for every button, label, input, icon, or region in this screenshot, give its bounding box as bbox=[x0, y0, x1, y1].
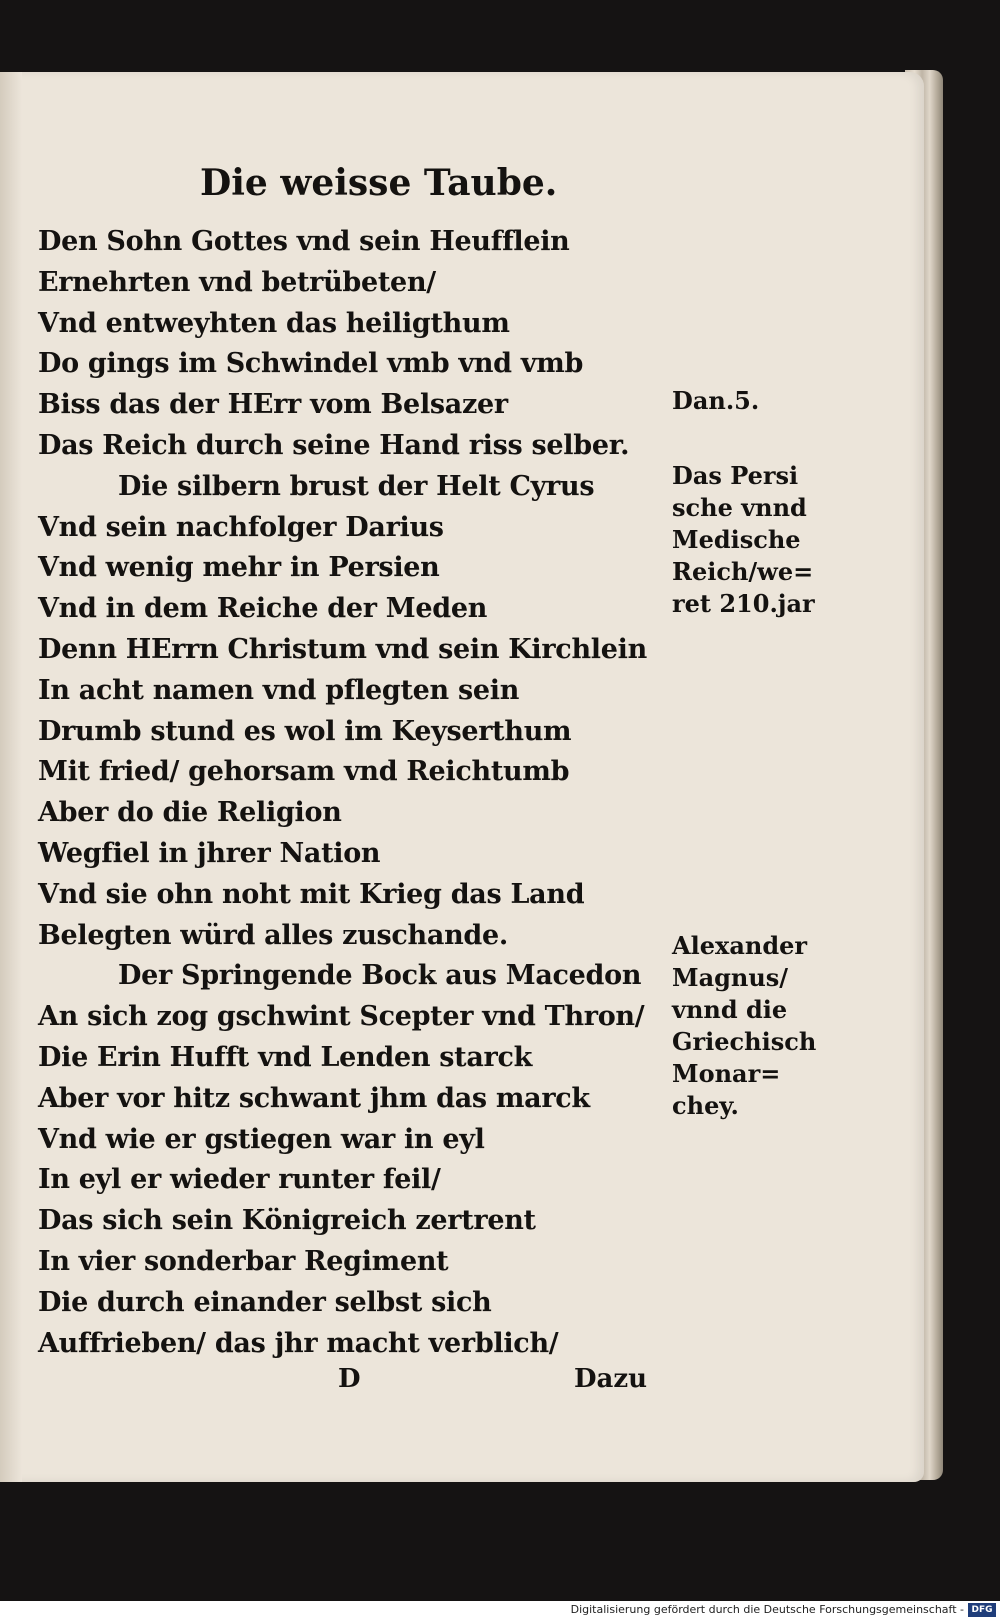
verse-line: Die durch einander selbst sich bbox=[38, 1286, 492, 1318]
verse-line: Wegfiel in jhrer Nation bbox=[38, 837, 381, 869]
verse-line: Auffrieben/ das jhr macht verblich/ bbox=[38, 1327, 559, 1359]
verse-line: Ernehrten vnd betrübeten/ bbox=[38, 266, 436, 298]
verse-line: Drumb stund es wol im Keyserthum bbox=[38, 715, 572, 747]
dfg-logo: DFG bbox=[968, 1603, 996, 1617]
verse-line: Die Erin Hufft vnd Lenden starck bbox=[38, 1041, 533, 1073]
verse-line: Mit fried/ gehorsam vnd Reichtumb bbox=[38, 756, 570, 788]
verse-line: Vnd in dem Reiche der Meden bbox=[38, 593, 488, 625]
verse-line: Vnd wenig mehr in Persien bbox=[38, 552, 440, 584]
verse-line: Aber do die Religion bbox=[38, 797, 342, 829]
verse-line: Die silbern brust der Helt Cyrus bbox=[118, 470, 595, 502]
margin-note-alexander: Alexander Magnus/ vnnd die Griechisch Monar= chey. bbox=[672, 931, 817, 1120]
verse-line: Vnd entweyhten das heiligthum bbox=[38, 307, 510, 339]
page-title: Die weisse Taube. bbox=[200, 162, 558, 204]
verse-line: Vnd sein nachfolger Darius bbox=[38, 511, 444, 543]
margin-note-daniel: Dan.5. bbox=[672, 386, 760, 415]
verse-line: Den Sohn Gottes vnd sein Heufflein bbox=[38, 226, 570, 257]
verse-line: In eyl er wieder runter feil/ bbox=[38, 1164, 441, 1196]
verse-block bbox=[38, 222, 658, 1364]
verse-line: Do gings im Schwindel vmb vnd vmb bbox=[38, 348, 584, 380]
verse-line: Das Reich durch seine Hand riss selber. bbox=[38, 429, 630, 461]
verse-line: Vnd sie ohn noht mit Krieg das Land bbox=[38, 878, 585, 910]
verse-line: Das sich sein Königreich zertrent bbox=[38, 1205, 536, 1237]
margin-note-persian-empire: Das Persi sche vnnd Medische Reich/we= ret 210.jar bbox=[672, 461, 815, 618]
catchword: Dazu bbox=[574, 1364, 648, 1394]
verse-line: Vnd wie er gstiegen war in eyl bbox=[38, 1123, 485, 1155]
verse-line: Belegten würd alles zuschande. bbox=[38, 919, 508, 951]
verse-line: In vier sonderbar Regiment bbox=[38, 1245, 449, 1277]
verse-line: Aber vor hitz schwant jhm das marck bbox=[38, 1082, 590, 1114]
verse-line: In acht namen vnd pflegten sein bbox=[38, 674, 520, 706]
page-gutter bbox=[0, 72, 22, 1482]
signature-mark: D bbox=[338, 1364, 361, 1394]
verse-line: An sich zog gschwint Scepter vnd Thron/ bbox=[38, 1001, 645, 1033]
verse-line: Denn HErrn Christum vnd sein Kirchlein bbox=[38, 633, 647, 665]
verse-line: Der Springende Bock aus Macedon bbox=[118, 960, 642, 992]
verse-line: Biss das der HErr vom Belsazer bbox=[38, 389, 508, 421]
footer-credit: Digitalisierung gefördert durch die Deutsche Forschungsgemeinschaft - bbox=[570, 1603, 964, 1616]
